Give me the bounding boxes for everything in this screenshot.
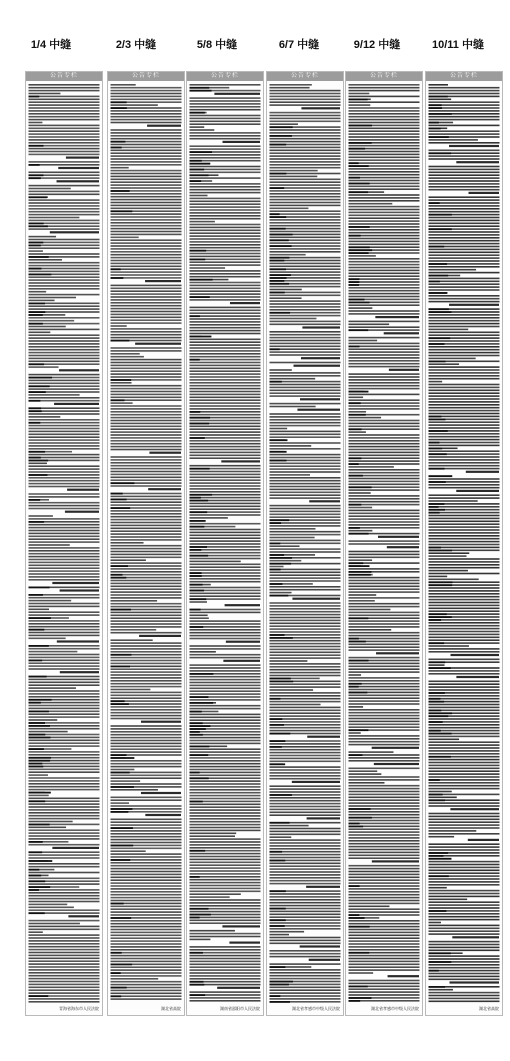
text-lines: [26, 81, 102, 1013]
column-body-text: [108, 81, 184, 1015]
column-header: 公告专栏: [108, 72, 184, 81]
text-lines: [267, 81, 343, 1013]
column-label-1: 1/4 中缝: [30, 39, 72, 51]
notice-column-5: [345, 71, 423, 1016]
column-footer: 湖北省孝感市中级人民法院: [292, 1006, 340, 1011]
column-body-text: [426, 81, 502, 1015]
column-header: 公告专栏: [426, 72, 502, 81]
column-body-text: [26, 81, 102, 1015]
column-footer: 青海省海东市人民法院: [59, 1006, 99, 1011]
notice-column-4: [266, 71, 344, 1016]
column-footer: 湖北省孝感市中级人民法院: [371, 1006, 419, 1011]
column-footer: 湖北省高院: [161, 1006, 181, 1011]
column-footer: 湖北省高院: [479, 1006, 499, 1011]
text-lines: [187, 81, 263, 1013]
notice-column-6: [425, 71, 503, 1016]
text-lines: [426, 81, 502, 1013]
column-body-text: [267, 81, 343, 1015]
notice-column-3: [186, 71, 264, 1016]
column-header: 公告专栏: [187, 72, 263, 81]
column-label-6: 10/11 中缝: [432, 39, 484, 51]
column-body-text: [187, 81, 263, 1015]
column-label-3: 5/8 中缝: [196, 39, 238, 51]
column-label-2: 2/3 中缝: [115, 39, 157, 51]
column-label-4: 6/7 中缝: [278, 39, 320, 51]
column-header: 公告专栏: [346, 72, 422, 81]
column-header: 公告专栏: [26, 72, 102, 81]
notice-column-1: [25, 71, 103, 1016]
column-body-text: [346, 81, 422, 1015]
column-label-5: 9/12 中缝: [353, 39, 401, 51]
column-footer: 湖南省邵阳市人民法院: [220, 1006, 260, 1011]
text-lines: [346, 81, 422, 1013]
notice-column-2: [107, 71, 185, 1016]
text-lines: [108, 81, 184, 1013]
column-header: 公告专栏: [267, 72, 343, 81]
